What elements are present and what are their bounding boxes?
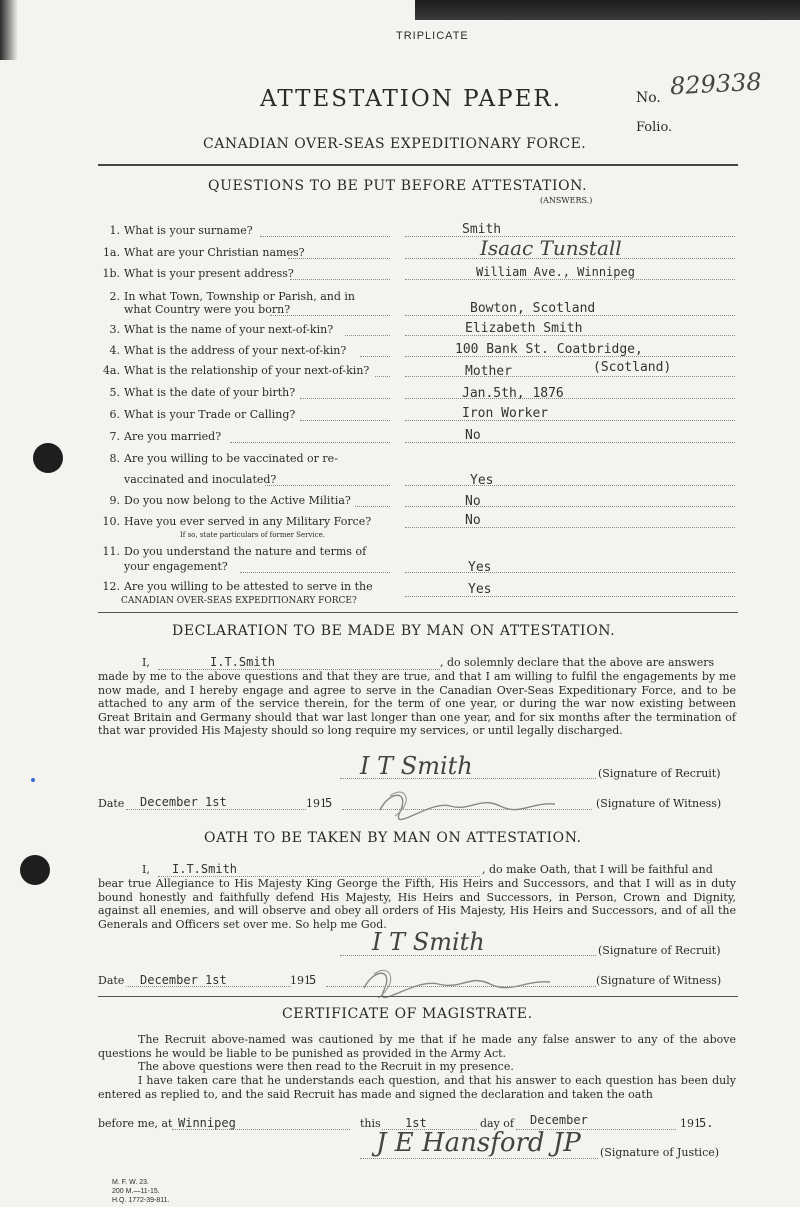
question-number: 5.: [109, 386, 120, 399]
copy-mark: TRIPLICATE: [396, 30, 469, 42]
oath-line1: , do make Oath, that I will be faithful and: [482, 863, 713, 876]
magistrate-year-prefix: 191: [680, 1117, 701, 1130]
form-code-line-2: 200 M.—11-15.: [112, 1188, 160, 1195]
before-me-label: before me, at: [98, 1117, 173, 1130]
question-number: 7.: [109, 430, 120, 443]
question-number: 11.: [102, 545, 120, 558]
question-number: 4a.: [102, 364, 120, 377]
certificate-heading: CERTIFICATE OF MAGISTRATE.: [282, 1006, 533, 1022]
ink-dot: [31, 778, 35, 782]
scan-edge-top: [415, 0, 800, 20]
oath-heading: OATH TO BE TAKEN BY MAN ON ATTESTATION.: [204, 830, 582, 846]
question-text: What is your Trade or Calling?: [124, 408, 296, 421]
answer-trade: Iron Worker: [462, 406, 549, 421]
question-text-continued: your engagement?: [124, 560, 228, 573]
question-number: 1a.: [102, 246, 120, 259]
leader-dots: [270, 315, 390, 316]
answer-line: [405, 485, 735, 486]
justice-signature-line: [360, 1158, 598, 1159]
section-rule: [98, 996, 738, 997]
answer-military-service: No: [465, 513, 481, 528]
question-text: What are your Christian names?: [124, 246, 305, 259]
oath-body: bear true Allegiance to His Majesty King George the Fifth, His Heirs and Successors, and that I will as in duty bound honestly and faithfully defend His Majesty, His Heirs and Successors, in Person, Crown and Dignity, against all enemies, and will observe and obey all orders of His Majesty, His Heirs and Successors, and of all the Generals and Officers set over me. So help me God.: [98, 877, 736, 931]
signature-of-justice-label: (Signature of Justice): [600, 1146, 720, 1159]
question-text-continued: what Country were you born?: [124, 303, 291, 316]
declaration-body: made by me to the above questions and that they are true, and that I am willing to fulfil the engagements by me now made, and I hereby engage and agree to serve in the Canadian Over-Seas Expeditionary Force, and to be attached to any arm of the service therein, for the term of one year, or during the war now existing between Great Britain and Germany should that war last longer than one year, and for six months after the termination of that war provided His Majesty should so long require my services, or until legally discharged.: [98, 670, 736, 737]
answer-vaccinated: Yes: [470, 473, 494, 488]
header-rule: [98, 164, 738, 166]
answer-relationship: Mother: [465, 364, 512, 379]
declaration-date: December 1st: [140, 795, 227, 809]
oath-recruit-signature: I T Smith: [372, 928, 485, 956]
leader-dots: [240, 572, 390, 573]
leader-dots: [300, 398, 390, 399]
answer-married: No: [465, 428, 481, 443]
declaration-heading: DECLARATION TO BE MADE BY MAN ON ATTESTATION.: [172, 623, 616, 639]
certificate-para-2: The above questions were then read to the Recruit in my presence.: [138, 1060, 514, 1073]
leader-dots: [355, 506, 390, 507]
question-text-continued: CANADIAN OVER-SEAS EXPEDITIONARY FORCE?: [121, 596, 357, 606]
leader-dots: [260, 236, 390, 237]
oath-prefix: I,: [142, 863, 150, 876]
question-number: 1.: [109, 224, 120, 237]
signature-line: [340, 955, 596, 956]
answer-line: [405, 506, 735, 507]
leader-dots: [288, 258, 390, 259]
question-number: 1b.: [102, 267, 120, 280]
signature-of-witness-label: (Signature of Witness): [596, 797, 722, 810]
answer-surname: Smith: [462, 222, 502, 237]
question-number: 6.: [109, 408, 120, 421]
question-number: 9.: [109, 494, 120, 507]
date-line: [126, 809, 306, 810]
question-text: Are you willing to be attested to serve in the: [124, 580, 373, 593]
number-value: 829338: [669, 67, 763, 101]
form-code: [112, 1178, 169, 1205]
declaration-name: I.T.Smith: [210, 655, 276, 669]
leader-dots: [375, 376, 390, 377]
declaration-prefix: I,: [142, 656, 150, 669]
form-code-line-1: M. F. W. 23.: [112, 1179, 149, 1186]
question-text: Are you married?: [124, 430, 222, 443]
certificate-para-3: I have taken care that he understands each question, and that his answer to each question has been duly entered as replied to, and the said Recruit has made and signed the declaration and taken the oath: [98, 1074, 736, 1101]
oath-date: December 1st: [140, 973, 227, 987]
answer-active-militia: No: [465, 494, 481, 509]
question-number: 12.: [102, 580, 120, 593]
scan-edge-left: [0, 0, 18, 60]
form-code-line-3: H.Q. 1772-39-811.: [112, 1197, 170, 1204]
signature-of-witness-label: (Signature of Witness): [596, 974, 722, 987]
declaration-recruit-signature: I T Smith: [360, 752, 473, 780]
witness-signature-scribble: [370, 782, 570, 822]
punch-hole-upper: [33, 443, 63, 473]
declaration-line1: , do solemnly declare that the above are answers: [440, 656, 715, 669]
question-text: In what Town, Township or Parish, and in: [124, 290, 356, 303]
answer-line: [405, 527, 735, 528]
leader-dots: [345, 335, 390, 336]
answer-line: [405, 420, 735, 421]
oath-year-suffix: 5: [309, 973, 317, 987]
questions-heading: QUESTIONS TO BE PUT BEFORE ATTESTATION.: [208, 178, 588, 194]
answer-birthplace: Bowton, Scotland: [470, 301, 596, 316]
answer-next-of-kin-address: 100 Bank St. Coatbridge,: [455, 342, 643, 357]
answer-present-address: William Ave., Winnipeg: [476, 265, 635, 279]
answer-line: [405, 376, 735, 377]
question-text: What is your present address?: [124, 267, 294, 280]
answer-line: [405, 572, 735, 573]
this-label: this: [360, 1117, 381, 1130]
leader-dots: [230, 442, 390, 443]
signature-of-recruit-label: (Signature of Recruit): [598, 767, 721, 780]
answer-line: [405, 398, 735, 399]
page-title: ATTESTATION PAPER.: [260, 86, 563, 112]
page-subtitle: CANADIAN OVER-SEAS EXPEDITIONARY FORCE.: [203, 136, 587, 152]
question-text: What is the name of your next-of-kin?: [124, 323, 334, 336]
question-text: Do you understand the nature and terms of: [124, 545, 367, 558]
answer-relationship-country: (Scotland): [593, 360, 672, 375]
question-text: Are you willing to be vaccinated or re-: [124, 452, 338, 465]
magistrate-year-suffix: 5.: [699, 1116, 714, 1130]
witness-signature-scribble: [350, 958, 570, 1008]
answer-line: [405, 596, 735, 597]
folio-label: Folio.: [636, 120, 673, 135]
answer-line: [405, 442, 735, 443]
leader-dots: [290, 279, 390, 280]
answer-christian-names: Isaac Tunstall: [480, 236, 622, 260]
question-number: 8.: [109, 452, 120, 465]
declaration-year-suffix: 5: [325, 796, 333, 810]
question-text: What is the relationship of your next-of-kin?: [124, 364, 370, 377]
signature-of-recruit-label: (Signature of Recruit): [598, 944, 721, 957]
punch-hole-lower: [20, 855, 50, 885]
question-text: Do you now belong to the Active Militia?: [124, 494, 351, 507]
number-label: No.: [636, 90, 661, 106]
question-number: 2.: [109, 290, 120, 303]
oath-year-prefix: 191: [290, 974, 311, 987]
date-label: Date: [98, 974, 125, 987]
answer-date-of-birth: Jan.5th, 1876: [462, 386, 564, 401]
magistrate-month: December: [530, 1113, 588, 1127]
question-text: What is the address of your next-of-kin?: [124, 344, 347, 357]
question-text: Have you ever served in any Military Force?: [124, 515, 372, 528]
day-of-label: day of: [480, 1117, 515, 1130]
question-number: 3.: [109, 323, 120, 336]
answer-understand-terms: Yes: [468, 560, 492, 575]
answers-heading: (ANSWERS.): [540, 196, 593, 205]
answer-willing-attested: Yes: [468, 582, 492, 597]
question-text: What is the date of your birth?: [124, 386, 296, 399]
oath-name: I.T.Smith: [172, 862, 238, 876]
leader-dots: [360, 356, 390, 357]
question-note: If so, state particulars of former Service.: [180, 531, 325, 539]
signature-line: [340, 778, 596, 779]
question-text: What is your surname?: [124, 224, 253, 237]
date-label: Date: [98, 797, 125, 810]
leader-dots: [265, 485, 390, 486]
answer-line: [405, 279, 735, 280]
question-text-continued: vaccinated and inoculated?: [124, 473, 277, 486]
magistrate-day: 1st: [405, 1116, 427, 1130]
answer-next-of-kin: Elizabeth Smith: [465, 321, 583, 336]
question-number: 10.: [102, 515, 120, 528]
question-number: 4.: [109, 344, 120, 357]
declaration-year-prefix: 191: [306, 797, 327, 810]
magistrate-place: Winnipeg: [178, 1116, 236, 1130]
certificate-para-1: The Recruit above-named was cautioned by me that if he made any false answer to any of the above questions he would be liable to be punished as provided in the Army Act.: [98, 1033, 736, 1060]
leader-dots: [300, 420, 390, 421]
justice-signature: J E Hansford JP: [376, 1128, 581, 1158]
section-rule: [98, 612, 738, 613]
